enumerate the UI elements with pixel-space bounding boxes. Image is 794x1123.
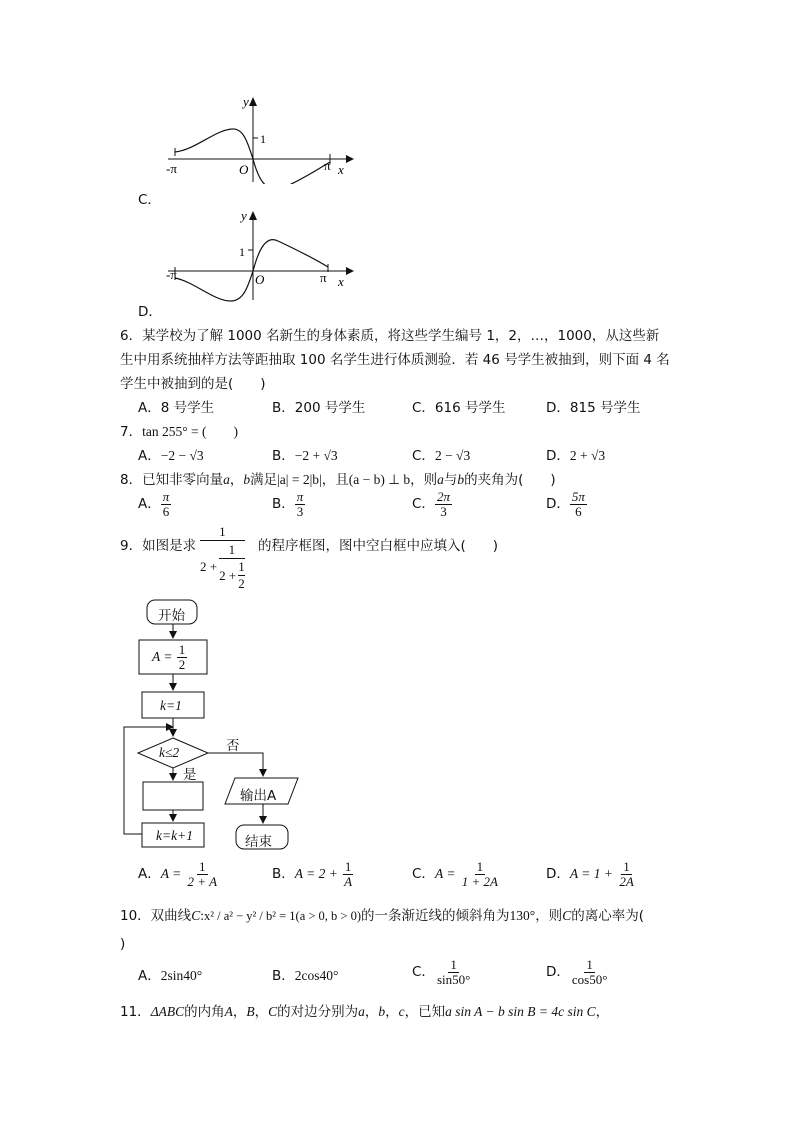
q7-option-a: A．−2 − √3 [138, 448, 204, 464]
graph-c-y-arrow [249, 97, 257, 106]
q7-option-d: D．2 + √3 [546, 448, 606, 464]
graph-c-neg-pi: -π [166, 161, 177, 176]
graph-d-label: D． [138, 304, 162, 320]
q6-option-b: B．200 号学生 [272, 400, 366, 416]
q9-stem: 9．如图是求 [120, 538, 197, 554]
q9-option-a: A．A = $\frac{1}{2 + A}$ [138, 859, 218, 889]
graph-d-curve [175, 240, 328, 301]
flow-yes-label: 是 [183, 767, 197, 783]
graph-d-origin: O [255, 272, 265, 287]
q7-option-b: B．−2 + √3 [272, 448, 338, 464]
q7-stem: 7．tan 255° = ( ) [120, 424, 238, 440]
flow-kinit-label: k=1 [160, 698, 182, 713]
q8-stem: 8．已知非零向量a，b满足|a| = 2|b|，且(a − b) ⊥ b，则a与b的夹角为( ) [120, 472, 556, 488]
graph-d-x-arrow [346, 267, 354, 275]
q6-option-d: D．815 号学生 [546, 400, 641, 416]
graph-d [160, 204, 360, 304]
graph-c-one-label: 1 [260, 132, 266, 146]
q9-option-b: B．A = 2 + $\frac{1}{A}$ [272, 859, 353, 889]
graph-d-y-arrow [249, 211, 257, 220]
graph-c-pi: π [324, 158, 331, 173]
graph-c-y-label: y [243, 94, 249, 109]
q6-option-c: C．616 号学生 [412, 400, 506, 416]
q10-option-b: B．2cos40° [272, 968, 339, 984]
q8-option-d: D． $\frac{5\pi}{6}$ [546, 489, 585, 519]
graph-c-label: C． [138, 192, 161, 208]
graph-c-origin: O [239, 162, 249, 177]
graph-d-x-label: x [338, 274, 344, 289]
flow-output-label: 输出A [240, 788, 277, 804]
graph-c-x-arrow [346, 155, 354, 163]
q6-option-a: A．8 号学生 [138, 400, 215, 416]
q9-continued-fraction: 1 2 + 1 2 + $\frac{1}{2}$ [200, 524, 245, 591]
q9-option-c: C．A = $\frac{1}{1 + 2A}$ [412, 859, 498, 889]
graph-c [160, 92, 360, 184]
q11-stem: 11．ΔABC的内角A，B，C的对边分别为a，b，c，已知a sin A − b sin B = 4c sin C， [120, 1004, 610, 1020]
flow-incr-label: k=k+1 [156, 828, 193, 843]
flowchart [118, 596, 318, 856]
q9-stem-suffix: 的程序框图，图中空白框中应填入( ) [258, 538, 499, 554]
q10-option-d: D． $\frac{1}{\cos 50^\circ}$ [546, 957, 608, 987]
flow-cond-label: k≤2 [159, 745, 180, 760]
q6-line2: 生中用系统抽样方法等距抽取 100 名学生进行体质测验．若 46 号学生被抽到，则下面 4 名 [120, 352, 670, 368]
q6-line1: 6．某学校为了解 1000 名新生的身体素质，将这些学生编号 1，2，…，1000，从这些新 [120, 328, 660, 344]
graph-d-neg-pi: -π [166, 267, 177, 282]
graph-d-pi: π [320, 270, 327, 285]
q9-option-d: D．A = 1 + $\frac{1}{2A}$ [546, 859, 634, 889]
q8-option-a: A． $\frac{\pi}{6}$ [138, 489, 170, 519]
q6-line3: 学生中被抽到的是( ) [120, 376, 266, 392]
flow-end-label: 结束 [245, 834, 272, 850]
q8-option-c: C． $\frac{2\pi}{3}$ [412, 489, 450, 519]
q10-line2: ) [120, 936, 126, 952]
flow-blank-box [143, 782, 203, 810]
q10-option-c: C． $\frac{1}{\sin 50^\circ}$ [412, 957, 471, 987]
graph-d-y-label: y [241, 208, 247, 223]
q7-option-c: C．2 − √3 [412, 448, 471, 464]
q8-option-b: B． $\frac{\pi}{3}$ [272, 489, 304, 519]
flow-init-label: A = $\frac{1}{2}$ [152, 642, 186, 672]
graph-d-one-label: 1 [239, 245, 245, 259]
q10-stem: 10．双曲线C:x² / a² − y² / b² = 1(a > 0, b > 0)的一条渐近线的倾斜角为130°，则C的离心率为( [120, 908, 644, 924]
flow-start-label: 开始 [158, 608, 185, 624]
flow-no-label: 否 [226, 738, 240, 754]
q10-option-a: A．2sin40° [138, 968, 203, 984]
graph-c-x-label: x [338, 162, 344, 177]
